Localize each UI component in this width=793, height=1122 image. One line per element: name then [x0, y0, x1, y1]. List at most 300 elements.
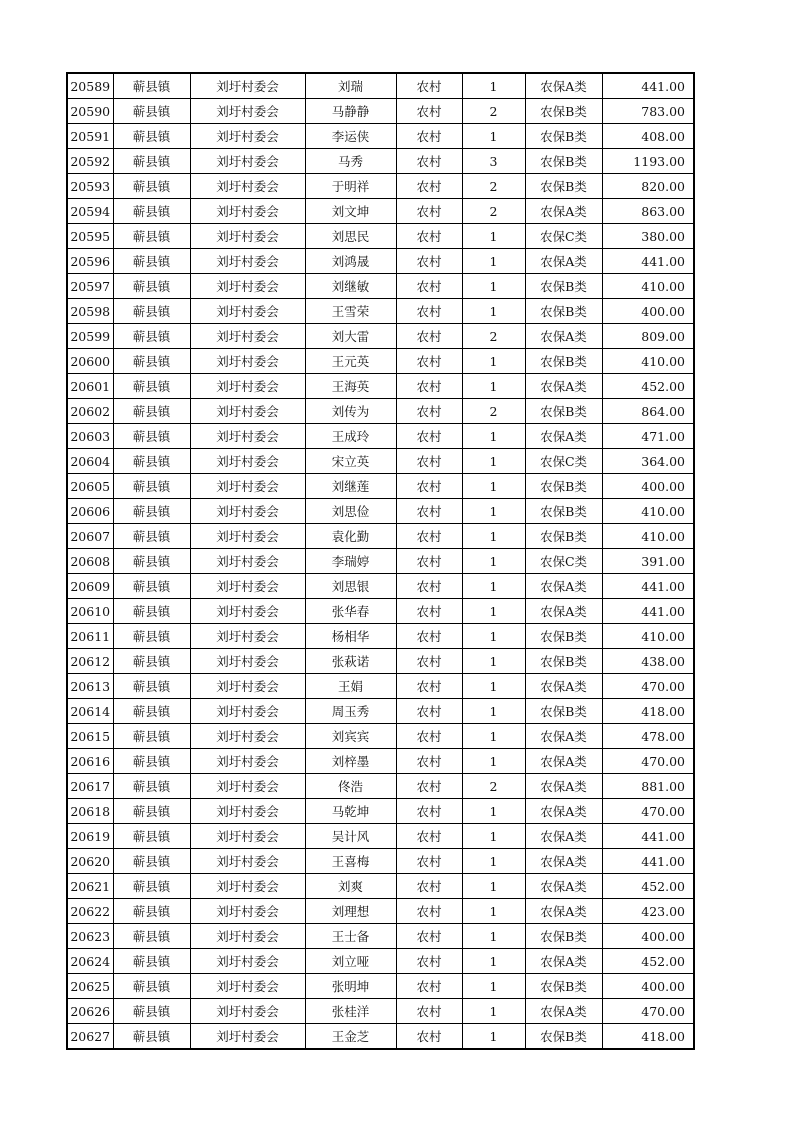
village-committee-cell: 刘圩村委会	[190, 224, 305, 249]
table-row	[67, 924, 694, 949]
area-type-cell: 农村	[396, 849, 462, 874]
table-row	[67, 249, 694, 274]
household-count-cell: 1	[462, 124, 525, 149]
table-row	[67, 974, 694, 999]
amount-cell: 400.00	[602, 974, 694, 999]
household-count-cell: 1	[462, 874, 525, 899]
table-row	[67, 224, 694, 249]
area-type-cell: 农村	[396, 749, 462, 774]
row-id-cell: 20596	[67, 249, 113, 274]
insurance-category-cell: 农保B类	[525, 974, 602, 999]
household-count-cell: 1	[462, 674, 525, 699]
amount-cell: 470.00	[602, 999, 694, 1024]
person-name-cell: 刘梓墨	[305, 749, 396, 774]
person-name-cell: 张桂洋	[305, 999, 396, 1024]
amount-cell: 410.00	[602, 624, 694, 649]
table-row	[67, 424, 694, 449]
area-type-cell: 农村	[396, 99, 462, 124]
insurance-category-cell: 农保A类	[525, 724, 602, 749]
village-committee-cell: 刘圩村委会	[190, 299, 305, 324]
row-id-cell: 20591	[67, 124, 113, 149]
household-count-cell: 1	[462, 424, 525, 449]
area-type-cell: 农村	[396, 924, 462, 949]
table-row	[67, 274, 694, 299]
row-id-cell: 20601	[67, 374, 113, 399]
row-id-cell: 20589	[67, 73, 113, 99]
village-committee-cell: 刘圩村委会	[190, 374, 305, 399]
row-id-cell: 20600	[67, 349, 113, 374]
table-row	[67, 1024, 694, 1050]
area-type-cell: 农村	[396, 674, 462, 699]
town-cell: 蕲县镇	[113, 449, 190, 474]
row-id-cell: 20627	[67, 1024, 113, 1050]
area-type-cell: 农村	[396, 699, 462, 724]
area-type-cell: 农村	[396, 574, 462, 599]
village-committee-cell: 刘圩村委会	[190, 774, 305, 799]
area-type-cell: 农村	[396, 824, 462, 849]
amount-cell: 391.00	[602, 549, 694, 574]
area-type-cell: 农村	[396, 999, 462, 1024]
household-count-cell: 2	[462, 99, 525, 124]
town-cell: 蕲县镇	[113, 299, 190, 324]
person-name-cell: 佟浩	[305, 774, 396, 799]
insurance-category-cell: 农保C类	[525, 224, 602, 249]
town-cell: 蕲县镇	[113, 774, 190, 799]
town-cell: 蕲县镇	[113, 999, 190, 1024]
person-name-cell: 马乾坤	[305, 799, 396, 824]
insurance-category-cell: 农保B类	[525, 399, 602, 424]
household-count-cell: 1	[462, 474, 525, 499]
person-name-cell: 张明坤	[305, 974, 396, 999]
insurance-category-cell: 农保A类	[525, 374, 602, 399]
insurance-category-cell: 农保A类	[525, 749, 602, 774]
insurance-category-cell: 农保C类	[525, 549, 602, 574]
row-id-cell: 20593	[67, 174, 113, 199]
village-committee-cell: 刘圩村委会	[190, 999, 305, 1024]
amount-cell: 400.00	[602, 299, 694, 324]
amount-cell: 423.00	[602, 899, 694, 924]
town-cell: 蕲县镇	[113, 399, 190, 424]
amount-cell: 1193.00	[602, 149, 694, 174]
town-cell: 蕲县镇	[113, 199, 190, 224]
row-id-cell: 20607	[67, 524, 113, 549]
table-row	[67, 674, 694, 699]
table-row	[67, 749, 694, 774]
person-name-cell: 周玉秀	[305, 699, 396, 724]
amount-cell: 408.00	[602, 124, 694, 149]
village-committee-cell: 刘圩村委会	[190, 799, 305, 824]
row-id-cell: 20606	[67, 499, 113, 524]
village-committee-cell: 刘圩村委会	[190, 724, 305, 749]
row-id-cell: 20611	[67, 624, 113, 649]
amount-cell: 864.00	[602, 399, 694, 424]
household-count-cell: 2	[462, 324, 525, 349]
insurance-category-cell: 农保B类	[525, 299, 602, 324]
village-committee-cell: 刘圩村委会	[190, 349, 305, 374]
person-name-cell: 王娟	[305, 674, 396, 699]
insurance-category-cell: 农保A类	[525, 949, 602, 974]
household-count-cell: 1	[462, 224, 525, 249]
insurance-category-cell: 农保B类	[525, 699, 602, 724]
village-committee-cell: 刘圩村委会	[190, 649, 305, 674]
row-id-cell: 20621	[67, 874, 113, 899]
table-row	[67, 849, 694, 874]
household-count-cell: 1	[462, 924, 525, 949]
person-name-cell: 刘思民	[305, 224, 396, 249]
insurance-category-cell: 农保A类	[525, 73, 602, 99]
town-cell: 蕲县镇	[113, 249, 190, 274]
amount-cell: 470.00	[602, 799, 694, 824]
town-cell: 蕲县镇	[113, 924, 190, 949]
village-committee-cell: 刘圩村委会	[190, 324, 305, 349]
table-row	[67, 174, 694, 199]
row-id-cell: 20624	[67, 949, 113, 974]
area-type-cell: 农村	[396, 199, 462, 224]
town-cell: 蕲县镇	[113, 674, 190, 699]
village-committee-cell: 刘圩村委会	[190, 249, 305, 274]
insurance-category-cell: 农保A类	[525, 899, 602, 924]
person-name-cell: 刘思银	[305, 574, 396, 599]
village-committee-cell: 刘圩村委会	[190, 149, 305, 174]
area-type-cell: 农村	[396, 499, 462, 524]
household-count-cell: 2	[462, 774, 525, 799]
town-cell: 蕲县镇	[113, 374, 190, 399]
insurance-category-cell: 农保B类	[525, 99, 602, 124]
table-row	[67, 524, 694, 549]
household-count-cell: 1	[462, 649, 525, 674]
town-cell: 蕲县镇	[113, 724, 190, 749]
table-row	[67, 349, 694, 374]
area-type-cell: 农村	[396, 649, 462, 674]
person-name-cell: 刘鸿晟	[305, 249, 396, 274]
amount-cell: 441.00	[602, 73, 694, 99]
person-name-cell: 王喜梅	[305, 849, 396, 874]
person-name-cell: 王海英	[305, 374, 396, 399]
insurance-category-cell: 农保A类	[525, 199, 602, 224]
person-name-cell: 马静静	[305, 99, 396, 124]
household-count-cell: 1	[462, 73, 525, 99]
village-committee-cell: 刘圩村委会	[190, 624, 305, 649]
town-cell: 蕲县镇	[113, 749, 190, 774]
town-cell: 蕲县镇	[113, 474, 190, 499]
insurance-category-cell: 农保B类	[525, 474, 602, 499]
household-count-cell: 1	[462, 299, 525, 324]
household-count-cell: 3	[462, 149, 525, 174]
amount-cell: 438.00	[602, 649, 694, 674]
row-id-cell: 20620	[67, 849, 113, 874]
insurance-category-cell: 农保B类	[525, 124, 602, 149]
person-name-cell: 宋立英	[305, 449, 396, 474]
person-name-cell: 刘文坤	[305, 199, 396, 224]
household-count-cell: 1	[462, 549, 525, 574]
household-count-cell: 1	[462, 899, 525, 924]
town-cell: 蕲县镇	[113, 224, 190, 249]
row-id-cell: 20610	[67, 599, 113, 624]
row-id-cell: 20616	[67, 749, 113, 774]
household-count-cell: 1	[462, 599, 525, 624]
amount-cell: 441.00	[602, 849, 694, 874]
village-committee-cell: 刘圩村委会	[190, 749, 305, 774]
person-name-cell: 刘立哑	[305, 949, 396, 974]
table-row	[67, 449, 694, 474]
row-id-cell: 20605	[67, 474, 113, 499]
amount-cell: 400.00	[602, 924, 694, 949]
row-id-cell: 20625	[67, 974, 113, 999]
household-count-cell: 1	[462, 624, 525, 649]
person-name-cell: 马秀	[305, 149, 396, 174]
household-count-cell: 1	[462, 949, 525, 974]
village-committee-cell: 刘圩村委会	[190, 824, 305, 849]
data-table	[66, 72, 695, 1050]
amount-cell: 441.00	[602, 249, 694, 274]
row-id-cell: 20603	[67, 424, 113, 449]
area-type-cell: 农村	[396, 299, 462, 324]
table-row	[67, 799, 694, 824]
insurance-category-cell: 农保B类	[525, 524, 602, 549]
row-id-cell: 20604	[67, 449, 113, 474]
person-name-cell: 刘大雷	[305, 324, 396, 349]
person-name-cell: 袁化勤	[305, 524, 396, 549]
insurance-category-cell: 农保C类	[525, 449, 602, 474]
insurance-category-cell: 农保B类	[525, 924, 602, 949]
row-id-cell: 20619	[67, 824, 113, 849]
table-row	[67, 99, 694, 124]
row-id-cell: 20597	[67, 274, 113, 299]
row-id-cell: 20613	[67, 674, 113, 699]
person-name-cell: 吴计风	[305, 824, 396, 849]
town-cell: 蕲县镇	[113, 699, 190, 724]
area-type-cell: 农村	[396, 174, 462, 199]
row-id-cell: 20614	[67, 699, 113, 724]
village-committee-cell: 刘圩村委会	[190, 674, 305, 699]
village-committee-cell: 刘圩村委会	[190, 499, 305, 524]
insurance-category-cell: 农保A类	[525, 674, 602, 699]
town-cell: 蕲县镇	[113, 899, 190, 924]
town-cell: 蕲县镇	[113, 624, 190, 649]
table-row	[67, 149, 694, 174]
person-name-cell: 王元英	[305, 349, 396, 374]
household-count-cell: 1	[462, 349, 525, 374]
insurance-category-cell: 农保B类	[525, 649, 602, 674]
area-type-cell: 农村	[396, 424, 462, 449]
area-type-cell: 农村	[396, 724, 462, 749]
table-row	[67, 874, 694, 899]
table-row	[67, 299, 694, 324]
area-type-cell: 农村	[396, 224, 462, 249]
area-type-cell: 农村	[396, 874, 462, 899]
village-committee-cell: 刘圩村委会	[190, 73, 305, 99]
area-type-cell: 农村	[396, 1024, 462, 1050]
insurance-category-cell: 农保A类	[525, 824, 602, 849]
row-id-cell: 20590	[67, 99, 113, 124]
row-id-cell: 20626	[67, 999, 113, 1024]
person-name-cell: 刘传为	[305, 399, 396, 424]
person-name-cell: 李运侠	[305, 124, 396, 149]
area-type-cell: 农村	[396, 124, 462, 149]
person-name-cell: 王雪荣	[305, 299, 396, 324]
amount-cell: 418.00	[602, 699, 694, 724]
table-row	[67, 499, 694, 524]
row-id-cell: 20602	[67, 399, 113, 424]
town-cell: 蕲县镇	[113, 99, 190, 124]
household-count-cell: 1	[462, 374, 525, 399]
person-name-cell: 刘瑞	[305, 73, 396, 99]
household-count-cell: 2	[462, 199, 525, 224]
insurance-category-cell: 农保B类	[525, 149, 602, 174]
household-count-cell: 1	[462, 724, 525, 749]
village-committee-cell: 刘圩村委会	[190, 199, 305, 224]
village-committee-cell: 刘圩村委会	[190, 899, 305, 924]
person-name-cell: 王士备	[305, 924, 396, 949]
insurance-category-cell: 农保A类	[525, 849, 602, 874]
insurance-category-cell: 农保B类	[525, 624, 602, 649]
insurance-category-cell: 农保A类	[525, 249, 602, 274]
town-cell: 蕲县镇	[113, 324, 190, 349]
village-committee-cell: 刘圩村委会	[190, 1024, 305, 1050]
table-row	[67, 574, 694, 599]
row-id-cell: 20608	[67, 549, 113, 574]
village-committee-cell: 刘圩村委会	[190, 599, 305, 624]
area-type-cell: 农村	[396, 249, 462, 274]
town-cell: 蕲县镇	[113, 949, 190, 974]
village-committee-cell: 刘圩村委会	[190, 99, 305, 124]
row-id-cell: 20615	[67, 724, 113, 749]
village-committee-cell: 刘圩村委会	[190, 124, 305, 149]
table-row	[67, 899, 694, 924]
town-cell: 蕲县镇	[113, 73, 190, 99]
insurance-category-cell: 农保B类	[525, 499, 602, 524]
amount-cell: 410.00	[602, 524, 694, 549]
town-cell: 蕲县镇	[113, 524, 190, 549]
town-cell: 蕲县镇	[113, 149, 190, 174]
insurance-category-cell: 农保A类	[525, 599, 602, 624]
village-committee-cell: 刘圩村委会	[190, 849, 305, 874]
household-count-cell: 1	[462, 824, 525, 849]
person-name-cell: 于明祥	[305, 174, 396, 199]
amount-cell: 452.00	[602, 949, 694, 974]
amount-cell: 452.00	[602, 874, 694, 899]
area-type-cell: 农村	[396, 799, 462, 824]
table-row	[67, 724, 694, 749]
row-id-cell: 20594	[67, 199, 113, 224]
insurance-category-cell: 农保A类	[525, 574, 602, 599]
area-type-cell: 农村	[396, 549, 462, 574]
village-committee-cell: 刘圩村委会	[190, 949, 305, 974]
area-type-cell: 农村	[396, 524, 462, 549]
village-committee-cell: 刘圩村委会	[190, 974, 305, 999]
area-type-cell: 农村	[396, 624, 462, 649]
area-type-cell: 农村	[396, 349, 462, 374]
amount-cell: 410.00	[602, 499, 694, 524]
person-name-cell: 刘理想	[305, 899, 396, 924]
amount-cell: 452.00	[602, 374, 694, 399]
town-cell: 蕲县镇	[113, 849, 190, 874]
area-type-cell: 农村	[396, 974, 462, 999]
table-row	[67, 599, 694, 624]
amount-cell: 863.00	[602, 199, 694, 224]
amount-cell: 380.00	[602, 224, 694, 249]
town-cell: 蕲县镇	[113, 549, 190, 574]
person-name-cell: 王金芝	[305, 1024, 396, 1050]
area-type-cell: 农村	[396, 73, 462, 99]
amount-cell: 441.00	[602, 574, 694, 599]
amount-cell: 470.00	[602, 749, 694, 774]
insurance-category-cell: 农保B类	[525, 274, 602, 299]
village-committee-cell: 刘圩村委会	[190, 549, 305, 574]
household-count-cell: 1	[462, 849, 525, 874]
amount-cell: 471.00	[602, 424, 694, 449]
row-id-cell: 20598	[67, 299, 113, 324]
town-cell: 蕲县镇	[113, 874, 190, 899]
row-id-cell: 20595	[67, 224, 113, 249]
row-id-cell: 20622	[67, 899, 113, 924]
person-name-cell: 张华春	[305, 599, 396, 624]
insurance-category-cell: 农保A类	[525, 874, 602, 899]
person-name-cell: 刘爽	[305, 874, 396, 899]
amount-cell: 809.00	[602, 324, 694, 349]
table-row	[67, 624, 694, 649]
town-cell: 蕲县镇	[113, 174, 190, 199]
household-count-cell: 1	[462, 999, 525, 1024]
row-id-cell: 20599	[67, 324, 113, 349]
village-committee-cell: 刘圩村委会	[190, 474, 305, 499]
town-cell: 蕲县镇	[113, 1024, 190, 1050]
insurance-category-cell: 农保A类	[525, 999, 602, 1024]
table-row	[67, 474, 694, 499]
town-cell: 蕲县镇	[113, 124, 190, 149]
town-cell: 蕲县镇	[113, 824, 190, 849]
village-committee-cell: 刘圩村委会	[190, 524, 305, 549]
amount-cell: 441.00	[602, 824, 694, 849]
household-count-cell: 1	[462, 749, 525, 774]
town-cell: 蕲县镇	[113, 649, 190, 674]
row-id-cell: 20592	[67, 149, 113, 174]
amount-cell: 410.00	[602, 349, 694, 374]
household-count-cell: 1	[462, 574, 525, 599]
town-cell: 蕲县镇	[113, 499, 190, 524]
amount-cell: 470.00	[602, 674, 694, 699]
village-committee-cell: 刘圩村委会	[190, 924, 305, 949]
amount-cell: 820.00	[602, 174, 694, 199]
table-row	[67, 73, 694, 99]
area-type-cell: 农村	[396, 399, 462, 424]
area-type-cell: 农村	[396, 774, 462, 799]
person-name-cell: 张萩诺	[305, 649, 396, 674]
table-row	[67, 949, 694, 974]
town-cell: 蕲县镇	[113, 424, 190, 449]
person-name-cell: 王成玲	[305, 424, 396, 449]
area-type-cell: 农村	[396, 274, 462, 299]
town-cell: 蕲县镇	[113, 974, 190, 999]
row-id-cell: 20612	[67, 649, 113, 674]
household-count-cell: 2	[462, 399, 525, 424]
village-committee-cell: 刘圩村委会	[190, 174, 305, 199]
area-type-cell: 农村	[396, 374, 462, 399]
insurance-category-cell: 农保B类	[525, 1024, 602, 1050]
household-count-cell: 2	[462, 174, 525, 199]
household-count-cell: 1	[462, 1024, 525, 1050]
table-row	[67, 824, 694, 849]
table-row	[67, 699, 694, 724]
amount-cell: 478.00	[602, 724, 694, 749]
row-id-cell: 20617	[67, 774, 113, 799]
area-type-cell: 农村	[396, 449, 462, 474]
village-committee-cell: 刘圩村委会	[190, 399, 305, 424]
town-cell: 蕲县镇	[113, 574, 190, 599]
insurance-category-cell: 农保A类	[525, 799, 602, 824]
person-name-cell: 李瑞婷	[305, 549, 396, 574]
amount-cell: 364.00	[602, 449, 694, 474]
